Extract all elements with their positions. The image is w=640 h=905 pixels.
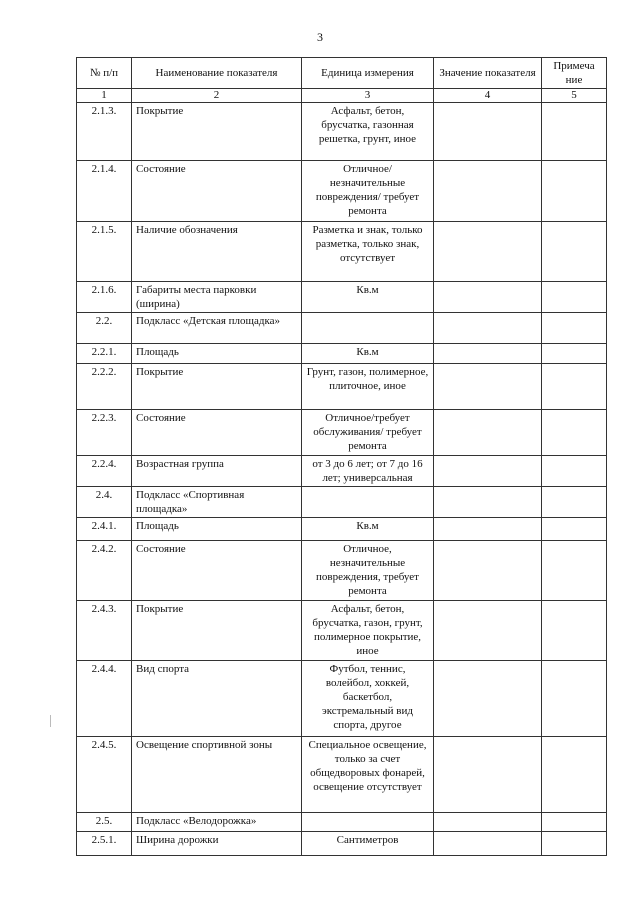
column-number: 1 xyxy=(77,89,132,103)
row-note xyxy=(542,103,607,161)
row-value xyxy=(434,344,542,364)
header-note: Примеча ние xyxy=(542,58,607,89)
row-value xyxy=(434,813,542,832)
row-value xyxy=(434,541,542,601)
row-value xyxy=(434,456,542,487)
row-value xyxy=(434,161,542,222)
table-row xyxy=(77,487,607,518)
row-indicator-name: Подкласс «Спортивная площадка» xyxy=(132,487,302,518)
row-value xyxy=(434,832,542,856)
table-row xyxy=(77,161,607,222)
table-row xyxy=(77,518,607,541)
indicators-table xyxy=(76,57,607,856)
row-note xyxy=(542,487,607,518)
row-unit: Отличное/ незначительные повреждения/ требует ремонта xyxy=(302,161,434,222)
row-unit xyxy=(302,313,434,344)
row-number: 2.5.1. xyxy=(77,832,132,856)
row-value xyxy=(434,222,542,282)
row-number: 2.4. xyxy=(77,487,132,518)
row-indicator-name: Подкласс «Велодорожка» xyxy=(132,813,302,832)
row-note xyxy=(542,518,607,541)
column-number: 3 xyxy=(302,89,434,103)
row-note xyxy=(542,282,607,313)
row-indicator-name: Габариты места парковки (ширина) xyxy=(132,282,302,313)
row-value xyxy=(434,364,542,410)
row-indicator-name: Покрытие xyxy=(132,364,302,410)
row-note xyxy=(542,410,607,456)
header-indicator-name: Наименование показателя xyxy=(132,58,302,89)
header-unit: Единица измерения xyxy=(302,58,434,89)
row-indicator-name: Состояние xyxy=(132,410,302,456)
row-indicator-name: Вид спорта xyxy=(132,661,302,737)
row-unit: Грунт, газон, полимерное, плиточное, иное xyxy=(302,364,434,410)
row-unit: Разметка и знак, только разметка, только знак, отсутствует xyxy=(302,222,434,282)
row-unit: от 3 до 6 лет; от 7 до 16 лет; универсальная xyxy=(302,456,434,487)
row-number: 2.1.6. xyxy=(77,282,132,313)
row-unit: Кв.м xyxy=(302,282,434,313)
row-unit: Сантиметров xyxy=(302,832,434,856)
column-number-row xyxy=(77,89,607,103)
table-row xyxy=(77,456,607,487)
row-number: 2.1.4. xyxy=(77,161,132,222)
row-note xyxy=(542,832,607,856)
row-unit: Кв.м xyxy=(302,518,434,541)
row-unit xyxy=(302,487,434,518)
row-number: 2.2.2. xyxy=(77,364,132,410)
row-unit: Специальное освещение, только за счет общедворовых фонарей, освещение отсутствует xyxy=(302,737,434,813)
row-number: 2.4.5. xyxy=(77,737,132,813)
column-number: 5 xyxy=(542,89,607,103)
table-row xyxy=(77,541,607,601)
table-row xyxy=(77,813,607,832)
row-number: 2.1.5. xyxy=(77,222,132,282)
table-row xyxy=(77,313,607,344)
row-unit: Кв.м xyxy=(302,344,434,364)
row-note xyxy=(542,601,607,661)
table-row xyxy=(77,222,607,282)
row-value xyxy=(434,601,542,661)
table-row xyxy=(77,364,607,410)
row-number: 2.2.4. xyxy=(77,456,132,487)
page-number: 3 xyxy=(317,30,323,44)
table-row xyxy=(77,344,607,364)
row-value xyxy=(434,410,542,456)
row-value xyxy=(434,103,542,161)
row-number: 2.4.4. xyxy=(77,661,132,737)
table-row xyxy=(77,282,607,313)
table-row xyxy=(77,103,607,161)
row-indicator-name: Состояние xyxy=(132,161,302,222)
row-note xyxy=(542,364,607,410)
row-indicator-name: Освещение спортивной зоны xyxy=(132,737,302,813)
row-number: 2.2. xyxy=(77,313,132,344)
row-value xyxy=(434,487,542,518)
row-indicator-name: Возрастная группа xyxy=(132,456,302,487)
row-indicator-name: Подкласс «Детская площадка» xyxy=(132,313,302,344)
row-unit: Асфальт, бетон, брусчатка, газонная решетка, грунт, иное xyxy=(302,103,434,161)
row-note xyxy=(542,313,607,344)
row-number: 2.1.3. xyxy=(77,103,132,161)
row-note xyxy=(542,222,607,282)
row-number: 2.4.2. xyxy=(77,541,132,601)
row-note xyxy=(542,456,607,487)
row-number: 2.4.1. xyxy=(77,518,132,541)
row-value xyxy=(434,661,542,737)
row-note xyxy=(542,161,607,222)
row-indicator-name: Покрытие xyxy=(132,103,302,161)
table-row xyxy=(77,410,607,456)
row-number: 2.5. xyxy=(77,813,132,832)
row-indicator-name: Наличие обозначения xyxy=(132,222,302,282)
row-value xyxy=(434,282,542,313)
row-note xyxy=(542,661,607,737)
column-number: 4 xyxy=(434,89,542,103)
table-row xyxy=(77,737,607,813)
header-number: № п/п xyxy=(77,58,132,89)
row-number: 2.2.3. xyxy=(77,410,132,456)
row-unit: Отличное, незначительные повреждения, требует ремонта xyxy=(302,541,434,601)
row-note xyxy=(542,344,607,364)
row-indicator-name: Состояние xyxy=(132,541,302,601)
row-unit: Футбол, теннис, волейбол, хоккей, баскетбол, экстремальный вид спорта, другое xyxy=(302,661,434,737)
table-row xyxy=(77,601,607,661)
table-row xyxy=(77,832,607,856)
row-note xyxy=(542,813,607,832)
row-value xyxy=(434,518,542,541)
row-indicator-name: Ширина дорожки xyxy=(132,832,302,856)
row-unit xyxy=(302,813,434,832)
row-value xyxy=(434,313,542,344)
scan-margin-mark xyxy=(50,715,51,727)
row-note xyxy=(542,737,607,813)
row-indicator-name: Площадь xyxy=(132,344,302,364)
row-indicator-name: Площадь xyxy=(132,518,302,541)
header-value: Значение показателя xyxy=(434,58,542,89)
row-unit: Асфальт, бетон, брусчатка, газон, грунт, полимерное покрытие, иное xyxy=(302,601,434,661)
row-indicator-name: Покрытие xyxy=(132,601,302,661)
row-number: 2.2.1. xyxy=(77,344,132,364)
table-header-row xyxy=(77,58,607,89)
column-number: 2 xyxy=(132,89,302,103)
row-unit: Отличное/требует обслуживания/ требует ремонта xyxy=(302,410,434,456)
row-value xyxy=(434,737,542,813)
row-note xyxy=(542,541,607,601)
row-number: 2.4.3. xyxy=(77,601,132,661)
table-row xyxy=(77,661,607,737)
